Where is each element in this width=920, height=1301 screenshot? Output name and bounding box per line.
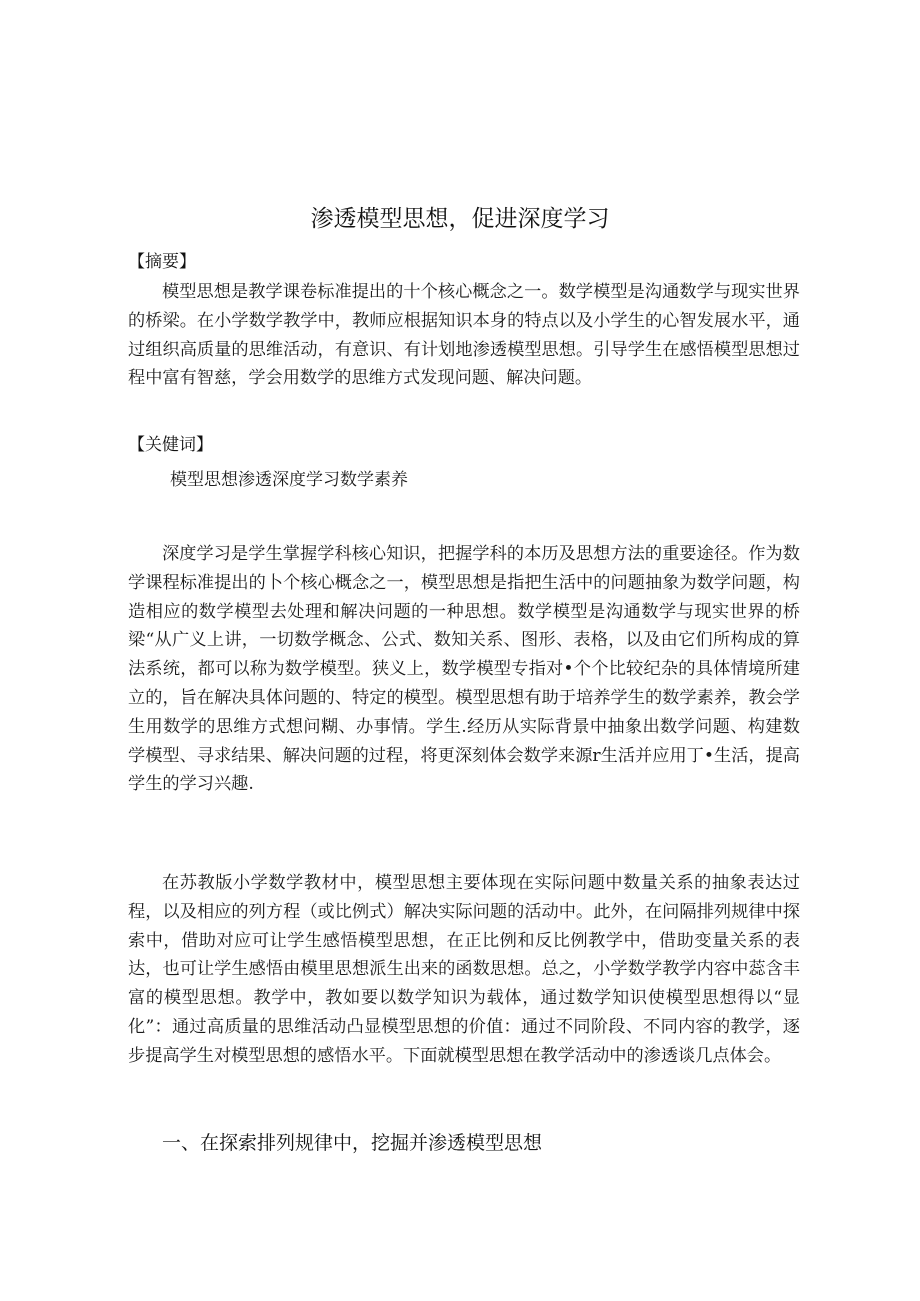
keywords-label: 【关健词】 <box>128 435 213 455</box>
abstract-paragraph: 模型思想是教学课卷标准提出的十个核心概念之一。数学模型是沟通数学与现实世界的桥梁。在小学数学教学中，教师应根据知识本身的特点以及小学生的心智发展水平，通过组织高质量的思维活动，有意识、有计划地渗透模型思想。引导学生在感悟模型思想过程中富有智慈，学会用数学的思维方式发现问题、解决问题。 <box>128 282 800 389</box>
keywords-text: 模型思想渗透深度学习数学素养 <box>170 470 408 490</box>
abstract-label: 【摘要】 <box>128 252 196 272</box>
section-heading: 一、在探索排列规律中，挖掘并渗透模型思想 <box>162 1132 543 1154</box>
document-title: 渗透模型思想，促进深度学习 <box>310 206 610 232</box>
body-paragraph-2: 在苏教版小学数学教材中，模型思想主要体现在实际问题中数量关系的抽象表达过程，以及相应的列方程（或比例式）解决实际问题的活动中。此外，在问隔排列规律中探索中，借助对应可让学生感悟模型思想，在正比例和反比例教学中，借助变量关系的表达，也可让学生感悟由模里思想派生出来的函数思想。总之，小学数学教学内容中蕊含丰富的模型思想。教学中，教如要以数学知识为载体，通过数学知识使模型思想得以“显化”：通过高质量的思维活动凸显模型思想的价值：通过不同阶段、不同内容的教学，逐步提高学生对模型思想的感悟水平。下面就模型思想在教学活动中的渗透谈几点体会。 <box>128 873 800 1066</box>
body-paragraph-1: 深度学习是学生掌握学科核心知识，把握学科的本历及思想方法的重要途径。作为数学课程标准提出的卜个核心概念之一，模型思想是指把生活中的问题抽象为数学问题，构造相应的数学模型去处理和解决问题的一种思想。数学模型是沟通数学与现实世界的桥梁“从广义上讲，一切数学概念、公式、数知关系、图形、表格，以及由它们所构成的算法系统，都可以称为数学模型。狭义上，数学模型专指对•个个比较纪杂的具体情境所建立的，旨在解决具体问题的、特定的模型。模型思想有助于培养学生的数学素养，教会学生用数学的思维方式想问糊、办事情。学生.经历从实际背景中抽象出数学问题、构建数学模型、寻求结果、解决问题的过程，将更深刻体会数学来源r生活并应用丁•生活，提高学生的学习兴趣. <box>128 544 800 795</box>
